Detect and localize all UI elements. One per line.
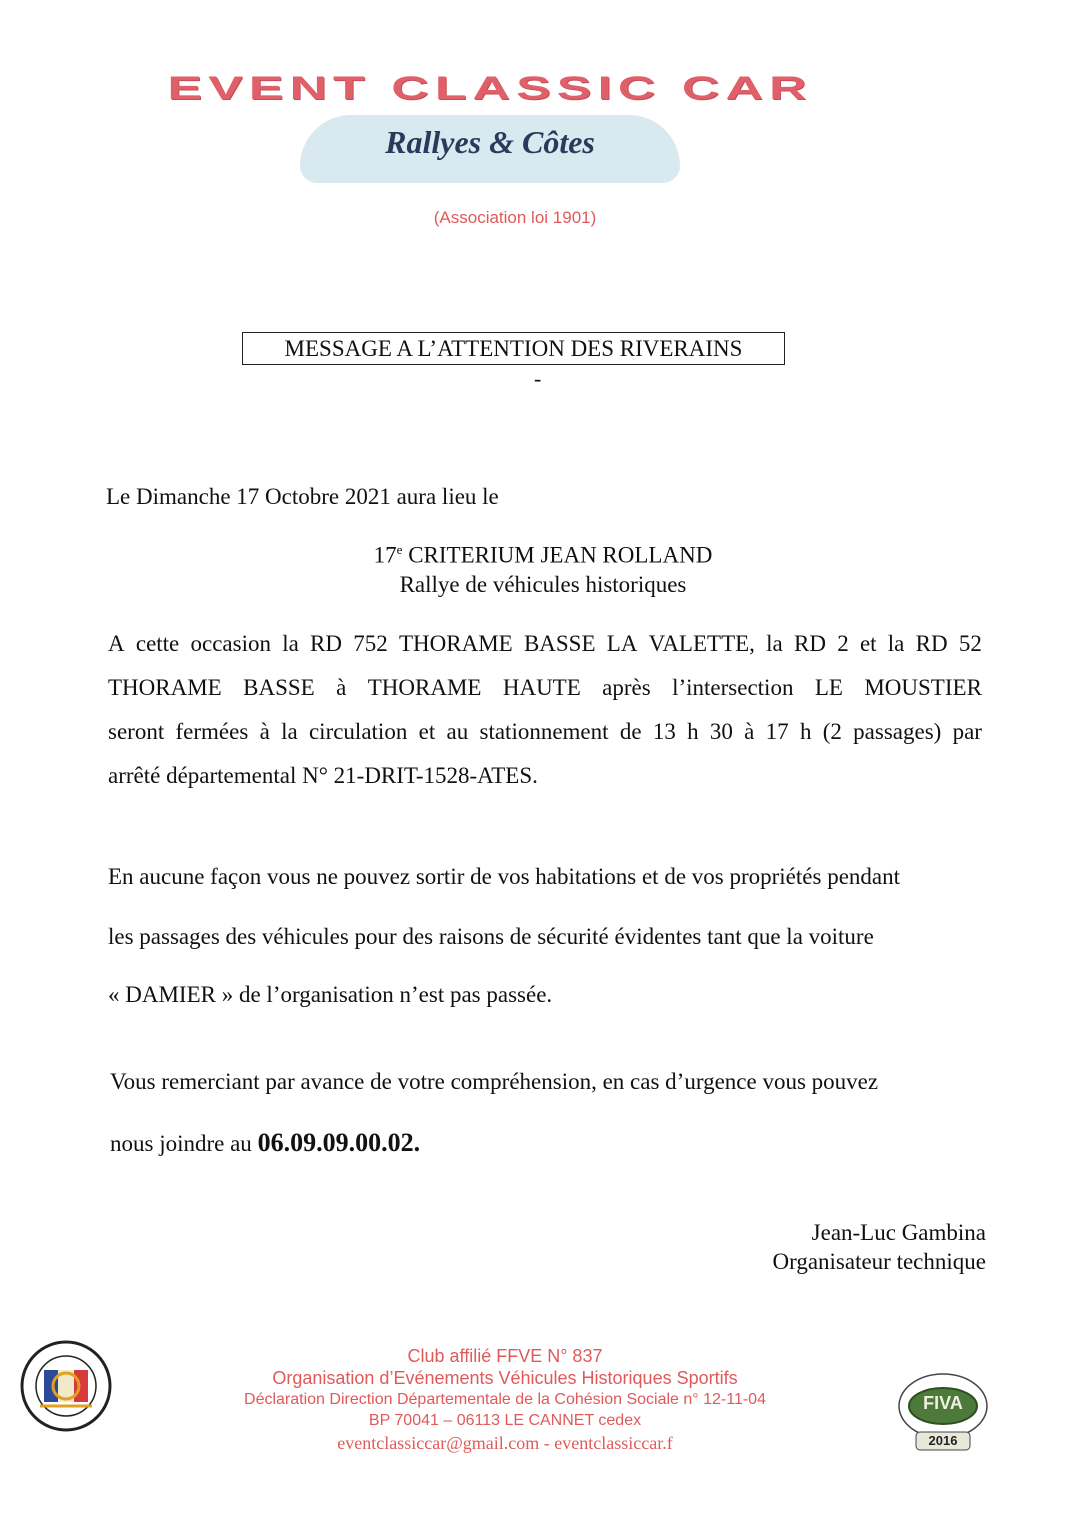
word: RD	[915, 631, 948, 656]
contact-prefix: nous joindre au	[110, 1131, 258, 1156]
signature-name: Jean-Luc Gambina	[811, 1220, 986, 1245]
footer-declaration: Déclaration Direction Départementale de la Cohésion Sociale n° 12-11-04	[244, 1391, 766, 1408]
footer-address: BP 70041 – 06113 LE CANNET cedex	[368, 1412, 642, 1429]
word: circulation	[308, 719, 408, 744]
phone-number: 06.09.09.00.02.	[257, 1128, 421, 1157]
word: et	[859, 631, 877, 656]
word: et	[418, 719, 436, 744]
word: h	[799, 719, 812, 744]
word: THORAME	[367, 675, 482, 700]
word: BASSE	[523, 631, 596, 656]
paragraph3-line1: Vous remerciant par avance de votre compréhension, en cas d’urgence vous pouvez	[110, 1069, 879, 1094]
ffve-seal-icon	[20, 1340, 112, 1432]
word: BASSE	[243, 675, 315, 700]
word: la	[281, 719, 298, 744]
word: par	[952, 719, 982, 744]
word: au	[446, 719, 469, 744]
word: THORAME	[108, 675, 222, 700]
paragraph1-line1	[108, 631, 982, 657]
word: MOUSTIER	[864, 675, 982, 700]
word: 752	[353, 631, 388, 656]
word: occasion	[190, 631, 271, 656]
word: THORAME	[398, 631, 513, 656]
footer-club: Club affilié FFVE N° 837	[407, 1346, 603, 1366]
word: à	[259, 719, 270, 744]
logo-subtitle: Rallyes & Côtes	[385, 124, 595, 160]
paragraph1-line4: arrêté départemental N° 21-DRIT-1528-ATES.	[108, 763, 538, 788]
intro-line: Le Dimanche 17 Octobre 2021 aura lieu le	[106, 484, 499, 509]
word: LA	[606, 631, 638, 656]
word: à	[336, 675, 347, 700]
word: seront	[108, 719, 165, 744]
word: cette	[135, 631, 180, 656]
paragraph1-line3	[108, 719, 982, 745]
paragraph3-line2	[110, 1128, 420, 1158]
word: la	[766, 631, 783, 656]
word: (2	[822, 719, 842, 744]
word: 2	[837, 631, 849, 656]
word: la	[282, 631, 299, 656]
word: HAUTE	[502, 675, 581, 700]
word: de	[619, 719, 642, 744]
event-title	[300, 542, 786, 569]
paragraph1-line2	[108, 675, 982, 701]
event-name: CRITERIUM JEAN ROLLAND	[402, 542, 713, 568]
page-title: MESSAGE A L’ATTENTION DES RIVERAINS	[242, 332, 785, 365]
word: stationnement	[479, 719, 609, 744]
word: 17	[765, 719, 789, 744]
event-number: 17	[373, 542, 397, 568]
fiva-mark: FIVA	[923, 1393, 963, 1413]
word: RD	[310, 631, 342, 656]
event-subtitle: Rallye de véhicules historiques	[399, 572, 687, 597]
word: 30	[709, 719, 733, 744]
association-note: (Association loi 1901)	[433, 208, 597, 227]
word: l’intersection	[672, 675, 794, 700]
fiva-seal-icon	[878, 1360, 1008, 1456]
word: passages)	[853, 719, 942, 744]
word: fermées	[175, 719, 249, 744]
word: LE	[814, 675, 843, 700]
footer-email: eventclassiccar@gmail.com - eventclassiccar.f	[337, 1433, 673, 1453]
paragraph2-line2: les passages des véhicules pour des raisons de sécurité évidentes tant que la voiture	[108, 924, 874, 949]
paragraph2-line3: « DAMIER » de l’organisation n’est pas passée.	[108, 982, 553, 1007]
logo-title: EVENT CLASSIC CAR	[167, 70, 813, 107]
word: après	[602, 675, 651, 700]
event-superscript: e	[396, 542, 403, 557]
word: 52	[958, 631, 982, 656]
word: la	[887, 631, 905, 656]
word: VALETTE,	[648, 631, 755, 656]
word: h	[687, 719, 699, 744]
signature-role: Organisateur technique	[772, 1249, 986, 1274]
word: 13	[652, 719, 676, 744]
word: A	[108, 631, 125, 656]
title-dash: -	[534, 366, 542, 391]
word: à	[744, 719, 755, 744]
word: RD	[794, 631, 826, 656]
footer-organisation: Organisation d’Evénements Véhicules Historiques Sportifs	[272, 1368, 738, 1388]
paragraph2-line1: En aucune façon vous ne pouvez sortir de vos habitations et de vos propriétés pendant	[108, 864, 900, 889]
fiva-year: 2016	[928, 1433, 958, 1448]
